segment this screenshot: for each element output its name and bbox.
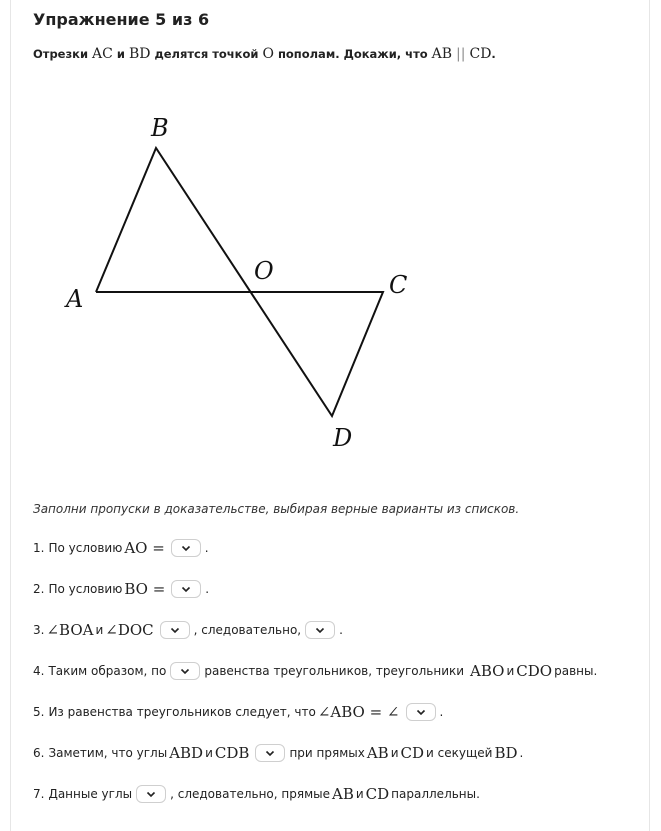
chevron-down-icon: [265, 750, 275, 757]
chevron-down-icon: [416, 709, 426, 716]
proof-step-2: 2. По условию BO = .: [33, 580, 210, 598]
chevron-down-icon: [146, 791, 156, 798]
task-statement: Отрезки AC и BD делятся точкой O пополам. Докажи, что AB || CD.: [33, 46, 496, 62]
chevron-down-icon: [170, 627, 180, 634]
label-c: C: [389, 271, 408, 299]
step-6-dropdown[interactable]: [255, 744, 285, 762]
geometry-figure: [0, 100, 661, 460]
point-o: O: [262, 46, 274, 62]
chevron-down-icon: [181, 545, 191, 552]
parallel-symbol: ||: [456, 46, 466, 62]
exercise-title: Упражнение 5 из 6: [33, 10, 210, 29]
segment-ac: AC: [92, 46, 113, 62]
step-1-dropdown[interactable]: [171, 539, 201, 557]
proof-step-4: 4. Таким образом, по равенства треугольников, треугольники ABO и CDO равны.: [33, 662, 598, 680]
segment-bd: BD: [128, 46, 151, 62]
step-5-dropdown[interactable]: [406, 703, 436, 721]
proof-step-1: 1. По условию AO = .: [33, 539, 209, 557]
chevron-down-icon: [181, 586, 191, 593]
label-d: D: [333, 424, 353, 452]
claim-ab: AB: [431, 46, 453, 62]
claim-cd: CD: [469, 46, 492, 62]
step-7-dropdown[interactable]: [136, 785, 166, 803]
proof-step-5: 5. Из равенства треугольников следует, что ∠ABO = ∠ .: [33, 703, 444, 721]
chevron-down-icon: [180, 668, 190, 675]
step-3-dropdown-2[interactable]: [305, 621, 335, 639]
label-o: O: [254, 257, 274, 285]
proof-step-7: 7. Данные углы , следовательно, прямые AB и CD параллельны.: [33, 785, 480, 803]
label-b: B: [151, 114, 169, 142]
instruction-text: Заполни пропуски в доказательстве, выбирая верные варианты из списков.: [33, 502, 520, 516]
step-3-dropdown-1[interactable]: [160, 621, 190, 639]
step-4-dropdown[interactable]: [170, 662, 200, 680]
proof-step-6: 6. Заметим, что углы ABD и CDB при прямых AB и CD и секущей BD .: [33, 744, 524, 762]
figure-lines: [96, 148, 383, 416]
step-2-dropdown[interactable]: [171, 580, 201, 598]
chevron-down-icon: [315, 627, 325, 634]
label-a: A: [66, 285, 84, 313]
proof-step-3: 3. ∠BOA и ∠DOC , следовательно, .: [33, 621, 343, 639]
